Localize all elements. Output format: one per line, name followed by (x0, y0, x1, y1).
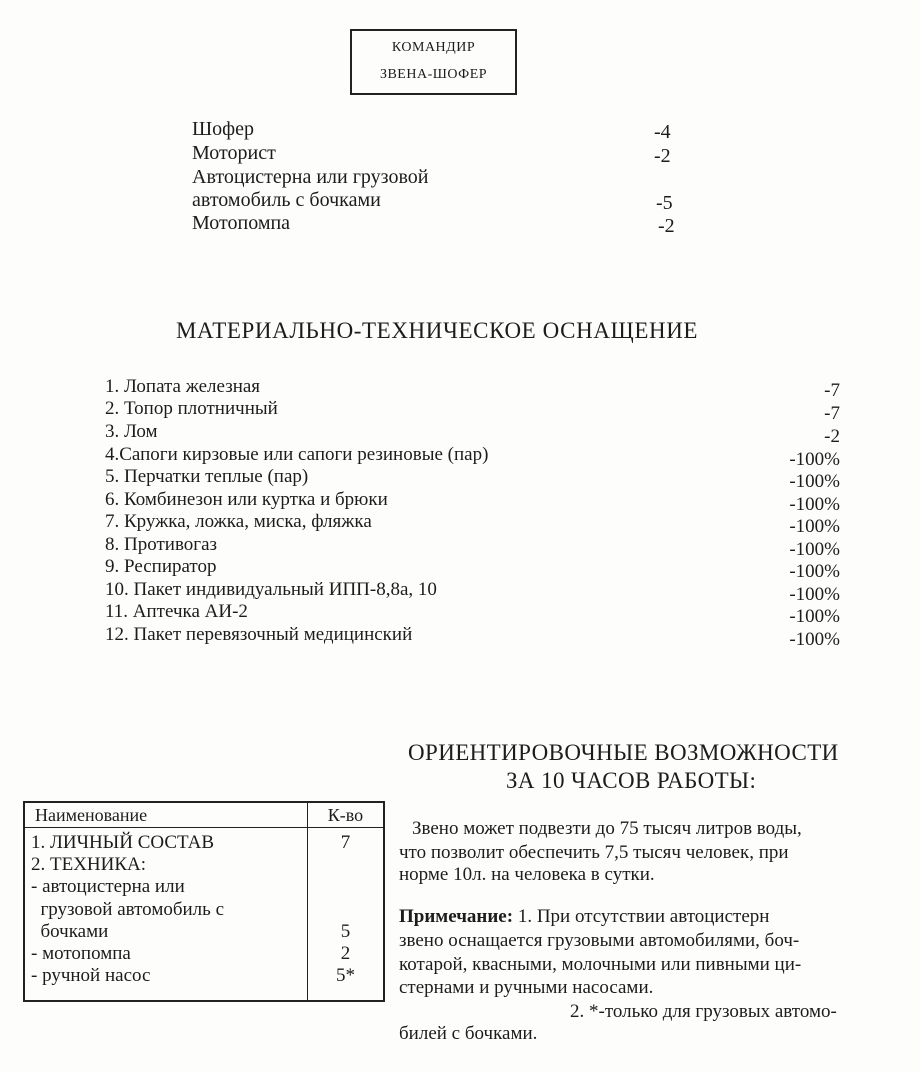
note2-line: 2. *-только для грузовых автомо- (570, 1001, 837, 1022)
note-line: звено оснащается грузовыми автомобилями, боч- (399, 930, 800, 951)
table-cell-qty: 5 (308, 921, 385, 943)
list-item-qty: -7 (824, 403, 840, 424)
table-row (24, 899, 384, 921)
list-item: 6. Комбинезон или куртка и брюки (105, 489, 388, 510)
crew-item: автомобиль с бочками (192, 189, 381, 211)
table-row (24, 965, 384, 1001)
list-item-qty: -100% (789, 584, 840, 605)
crew-item: Шофер (192, 118, 255, 140)
capabilities-text-line: норме 10л. на человека в сутки. (399, 864, 655, 885)
capabilities-text-line: Звено может подвезти до 75 тысяч литров воды, (412, 818, 802, 839)
table-row (24, 876, 384, 898)
list-item: 1. Лопата железная (105, 376, 261, 397)
column-header-name: Наименование (24, 802, 308, 828)
capabilities-title-1: ОРИЕНТИРОВОЧНЫЕ ВОЗМОЖНОСТИ (408, 740, 839, 765)
crew-qty: -5 (656, 192, 673, 214)
list-item-qty: -100% (789, 539, 840, 560)
note-line-1 (399, 906, 769, 928)
table-cell-name: - ручной насос (31, 965, 151, 987)
unit-commander-box (350, 29, 517, 95)
table-row (24, 943, 384, 965)
list-item-qty: -100% (789, 449, 840, 470)
capabilities-title-2: ЗА 10 ЧАСОВ РАБОТЫ: (506, 768, 757, 793)
list-item-qty: -100% (789, 494, 840, 515)
list-item: 8. Противогаз (105, 534, 218, 555)
table-cell-qty: 7 (308, 828, 385, 855)
crew-qty: -2 (654, 145, 671, 167)
equipment-title: МАТЕРИАЛЬНО-ТЕХНИЧЕСКОЕ ОСНАЩЕНИЕ (176, 318, 699, 343)
table-cell-qty (308, 854, 385, 876)
table-cell-name: грузовой автомобиль с (31, 898, 225, 920)
list-item-qty: -100% (789, 629, 840, 650)
box-line-1: КОМАНДИР (391, 40, 476, 55)
summary-table (23, 801, 385, 1002)
crew-qty: -4 (654, 121, 671, 143)
list-item-qty: -2 (824, 426, 840, 447)
list-item-qty: -100% (789, 471, 840, 492)
capabilities-text-line: что позволит обеспечить 7,5 тысяч человек, при (399, 842, 789, 863)
crew-item: Мотопомпа (192, 212, 291, 234)
list-item: 10. Пакет индивидуальный ИПП-8,8а, 10 (105, 579, 437, 600)
box-line-2: ЗВЕНА-ШОФЕР (379, 67, 488, 82)
note-text: 1. При отсутствии автоцистерн (513, 906, 770, 927)
table-cell-name: 1. ЛИЧНЫЙ СОСТАВ (31, 832, 215, 853)
list-item: 5. Перчатки теплые (пар) (105, 466, 309, 487)
list-item-qty: -100% (789, 606, 840, 627)
list-item: 2. Топор плотничный (105, 398, 278, 419)
table-cell-name: 2. ТЕХНИКА: (31, 854, 147, 875)
list-item: 4.Сапоги кирзовые или сапоги резиновые (пар) (105, 444, 489, 465)
table-cell-qty (308, 876, 385, 898)
crew-item: Автоцистерна или грузовой (192, 166, 429, 188)
table-row (24, 854, 384, 876)
table-cell-name: - мотопомпа (31, 943, 131, 965)
note2-line: билей с бочками. (399, 1023, 538, 1044)
list-item-qty: -100% (789, 561, 840, 582)
table-cell-qty: 2 (308, 943, 385, 965)
list-item: 9. Респиратор (105, 556, 217, 577)
list-item: 12. Пакет перевязочный медицинский (105, 624, 413, 645)
list-item-qty: -7 (824, 380, 840, 401)
note-line: котарой, квасными, молочными или пивными ци- (399, 954, 802, 975)
crew-qty: -2 (658, 215, 675, 237)
list-item-qty: -100% (789, 516, 840, 537)
table-row (24, 921, 384, 943)
list-item: 7. Кружка, ложка, миска, фляжка (105, 511, 372, 532)
table-cell-name: - автоцистерна или (31, 876, 185, 898)
column-header-qty: К-во (308, 802, 385, 828)
note-line: стернами и ручными насосами. (399, 977, 654, 998)
list-item: 3. Лом (105, 421, 158, 442)
table-row (24, 828, 384, 855)
table-cell-qty (308, 899, 385, 921)
table-cell-name: бочками (31, 920, 109, 942)
crew-item: Моторист (192, 142, 276, 164)
table-cell-qty: 5* (308, 965, 385, 1001)
note-label: Примечание: (399, 906, 514, 927)
table-header-row (24, 802, 384, 828)
list-item: 11. Аптечка АИ-2 (105, 601, 248, 622)
